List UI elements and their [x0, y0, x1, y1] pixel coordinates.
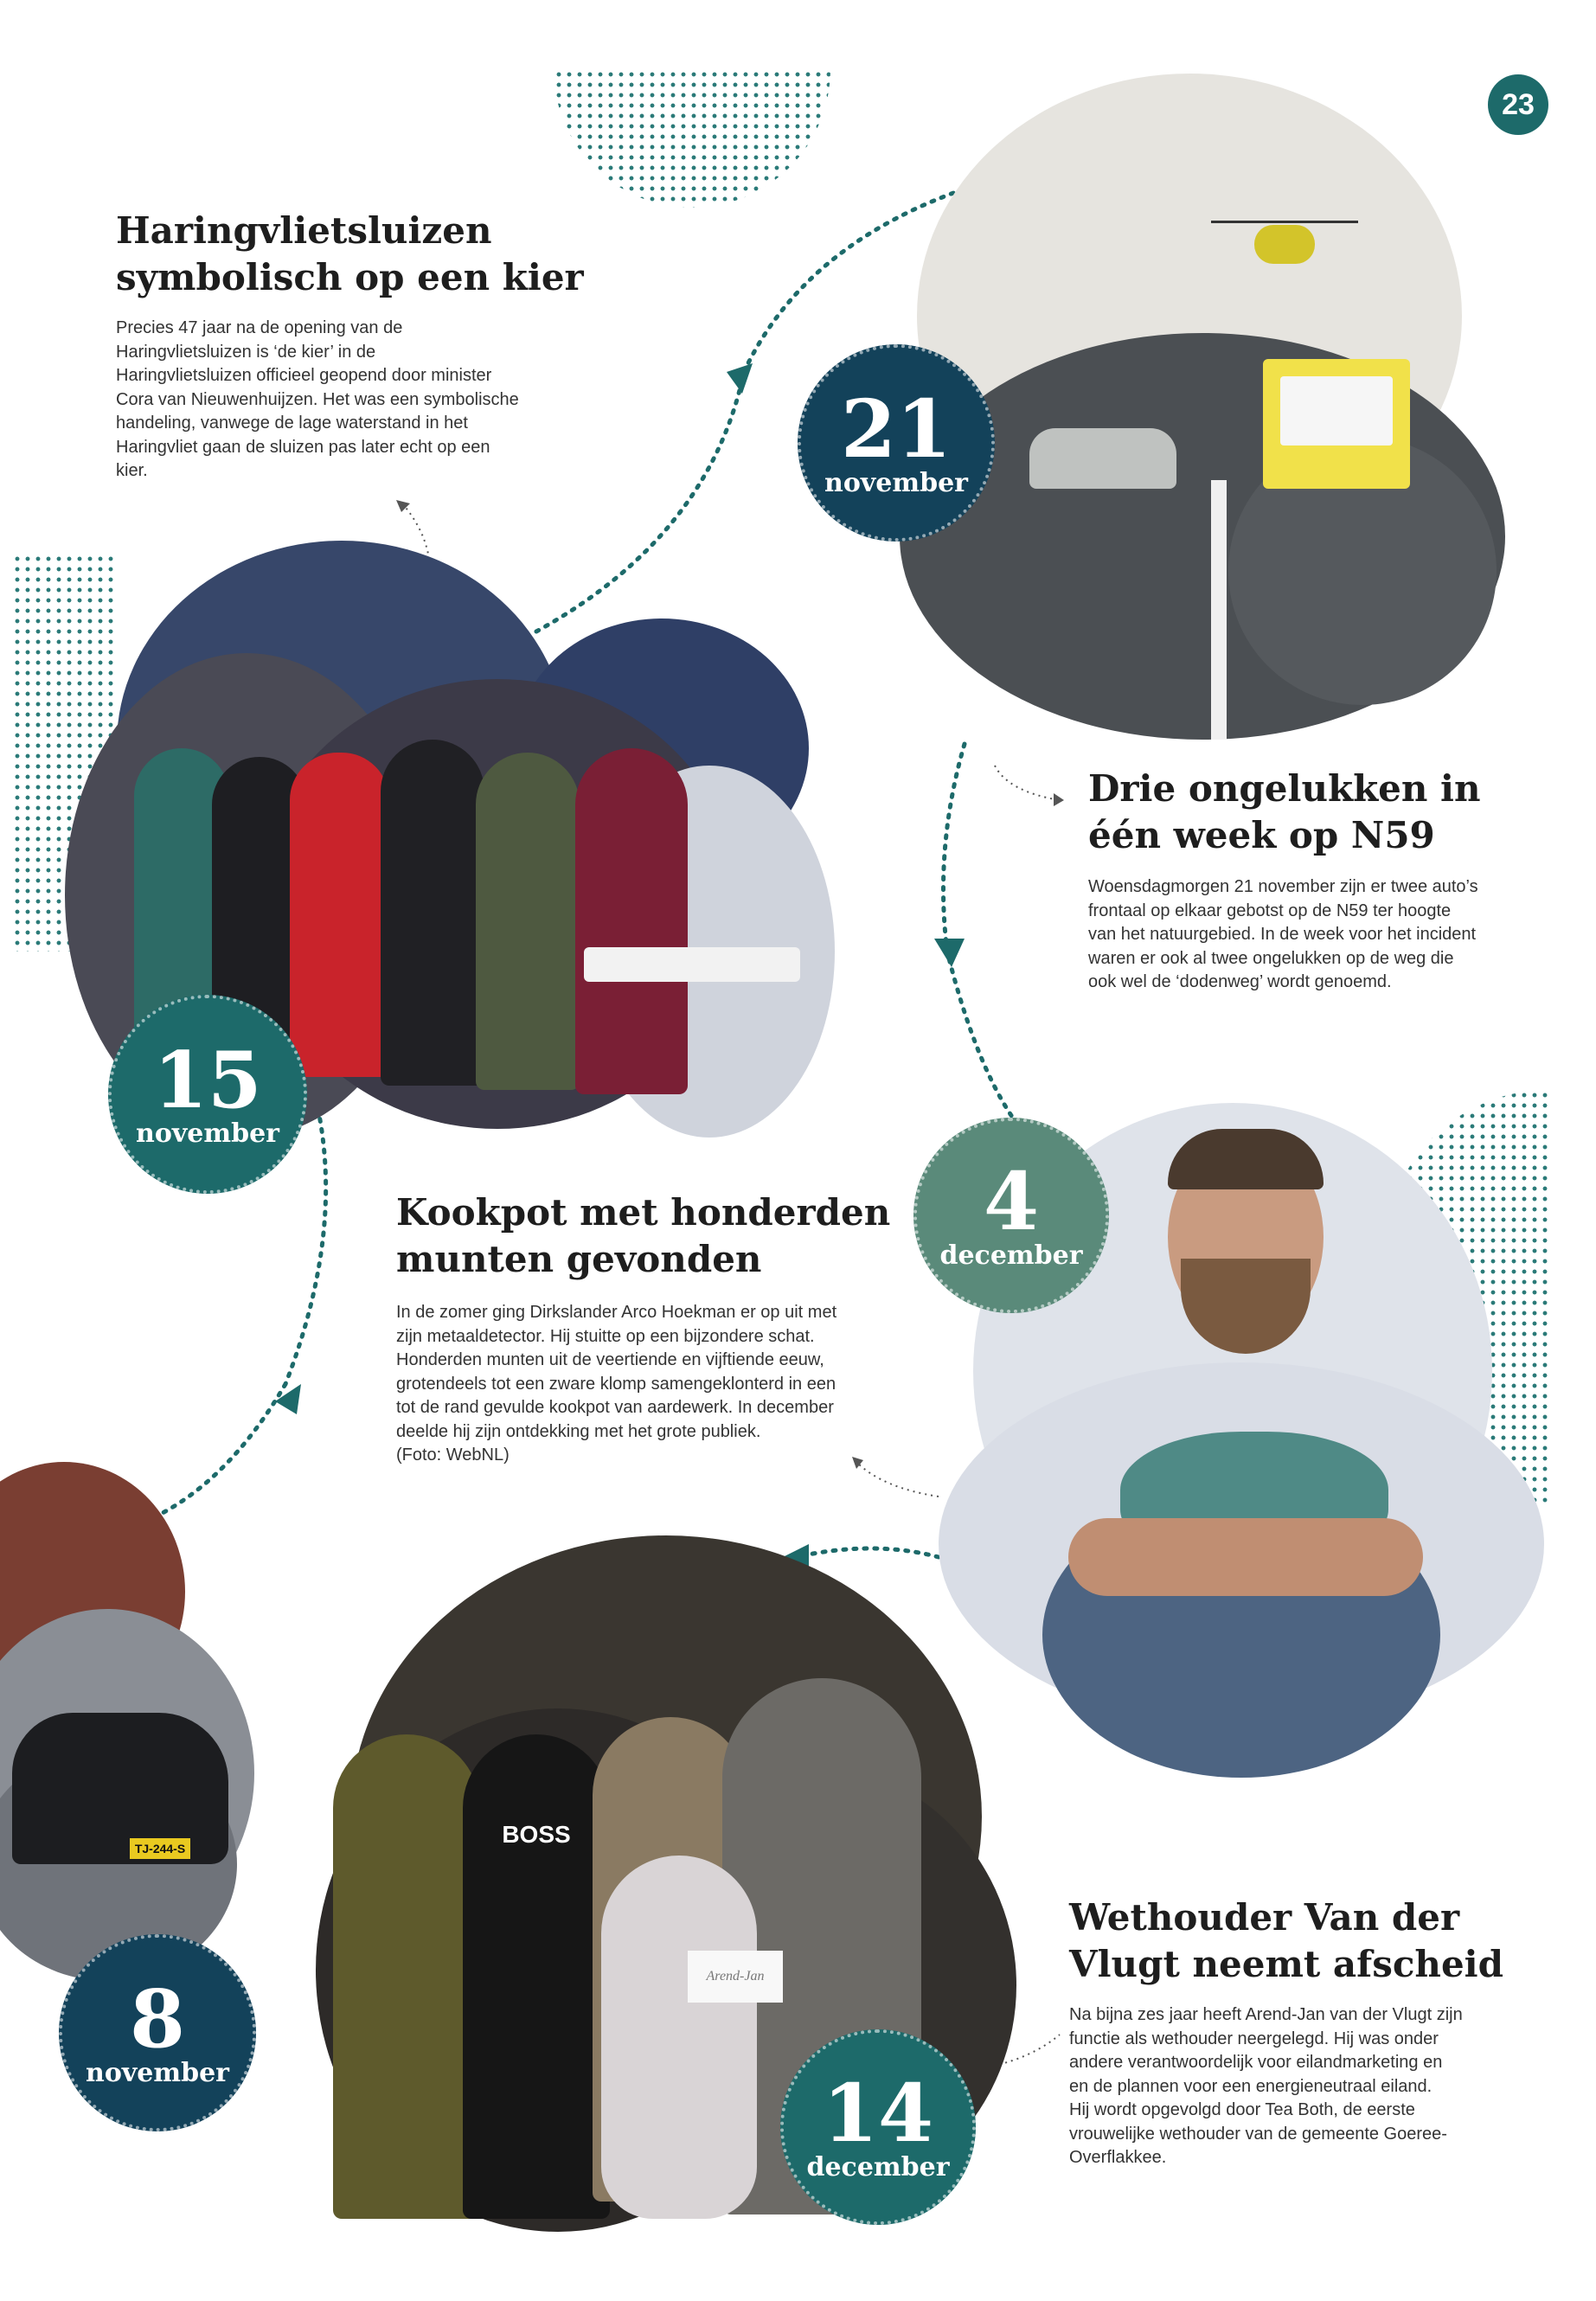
person-figure — [476, 753, 580, 1090]
arrowhead-up — [727, 363, 753, 394]
car-body — [12, 1713, 228, 1864]
helicopter — [1254, 225, 1315, 264]
person-figure — [290, 753, 389, 1077]
article-body-haringvliet: Precies 47 jaar na de opening van de Haringvlietsluizen is ‘de kier’ in de Haringvlietsluizen officieel geopend door minister Cora van Nieuwenhuijzen. Het was een symbolische handeling, vanwege de lage waterstand in het Haringvliet gaan de sluizen pas later echt op een kier. — [116, 318, 519, 480]
headline-line: Vlugt neemt afscheid — [1069, 1943, 1503, 1985]
headline-line: symbolisch op een kier — [116, 256, 584, 298]
headline-line: Drie ongelukken in — [1088, 767, 1481, 810]
arrowhead-down-left — [275, 1384, 301, 1414]
headline-line: munten gevonden — [396, 1238, 762, 1280]
ambulance-window — [1280, 376, 1393, 445]
headline-line: één week op N59 — [1088, 814, 1435, 856]
headline-line: Wethouder Van der — [1069, 1896, 1460, 1939]
date-month: november — [136, 1118, 279, 1149]
date-badge-8-november — [59, 1934, 256, 2131]
photo-cloud-n59 — [900, 74, 1497, 740]
pointer-n59 — [995, 766, 1060, 800]
date-day: 4 — [983, 1154, 1039, 1248]
date-badge-21-november — [798, 344, 995, 542]
date-badge-14-december — [780, 2029, 976, 2225]
connector-21-4 — [944, 744, 1022, 1129]
table — [584, 947, 800, 982]
license-plate-text: TJ-244-S — [134, 1842, 186, 1856]
headline-kookpot — [396, 1189, 890, 1283]
headline-wethouder — [1069, 1894, 1503, 1988]
hands — [1068, 1518, 1423, 1596]
date-month: december — [939, 1240, 1083, 1271]
date-month: december — [806, 2151, 950, 2182]
article-body-n59: Woensdagmorgen 21 november zijn er twee auto’s frontaal op elkaar gebotst op de N59 ter hoogte van het natuurgebied. In de week voor het incident waren er ook al twee ongelukken op de weg die ook wel de ‘dodenweg’ wordt genoemd. — [1088, 877, 1478, 991]
page-number: 23 — [1502, 87, 1535, 121]
article-body-kookpot: In de zomer ging Dirkslander Arco Hoekman er op uit met zijn metaaldetector. Hij stuitte op een bijzondere schat. Honderden munten uit de veertiende en vijftiende eeuw, grotendeels tot een zware klomp samengeklonterd in een tot de rand gevulde kookpot van aardewerk. In december deelde hij zijn ontdekking met het grote publiek. (Foto: WebNL) — [396, 1303, 837, 1465]
person-figure — [575, 748, 688, 1094]
person-figure — [333, 1734, 480, 2219]
date-day: 8 — [129, 1971, 185, 2066]
date-month: november — [824, 467, 968, 498]
date-day: 21 — [840, 381, 952, 476]
headline-haringvliet — [116, 208, 584, 301]
date-badge-4-december — [913, 1118, 1109, 1313]
name-tag: Arend-Jan — [688, 1951, 783, 2003]
shirt-text: BOSS — [502, 1821, 571, 1848]
person-figure — [381, 740, 484, 1086]
headline-n59 — [1088, 766, 1481, 859]
article-body-wethouder: Na bijna zes jaar heeft Arend-Jan van der Vlugt zijn functie als wethouder neergelegd. Hij was onder andere verantwoordelijk voor eilandmarketing en en de plannen voor een energieneutraal eiland. Hij wordt opgevolgd door Tea Both, de eerste vrouwelijke wethouder van de gemeente Goeree- Overflakkee. — [1069, 2005, 1463, 2167]
date-day: 14 — [822, 2066, 934, 2160]
crashed-car — [1029, 428, 1176, 489]
date-badge-15-november — [108, 995, 307, 1194]
person-figure — [463, 1734, 610, 2219]
helicopter-rotor — [1211, 221, 1358, 223]
headline-line: Kookpot met honderden — [396, 1191, 891, 1234]
plush-seal — [601, 1856, 757, 2219]
date-month: november — [86, 2057, 229, 2088]
date-day: 15 — [153, 1034, 262, 1126]
arrowhead-down — [934, 939, 965, 967]
road-line — [1211, 480, 1227, 740]
license-plate — [130, 1838, 190, 1859]
photo-cloud-car — [12, 1462, 254, 1981]
person-hair — [1168, 1129, 1324, 1189]
headline-line: Haringvlietsluizen — [116, 209, 492, 252]
